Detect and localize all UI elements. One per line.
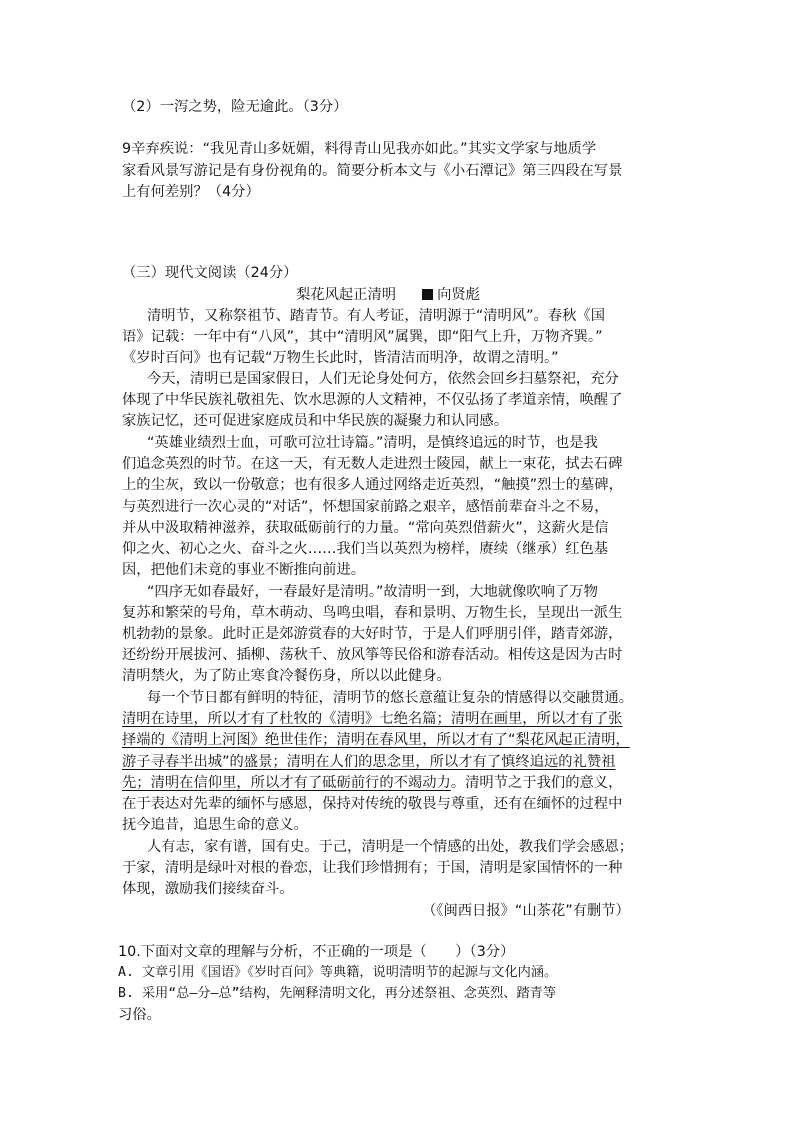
p4-line: 还纷纷开展拔河、插柳、荡秋千、放风筝等民俗和游春活动。相传这是因为古时: [122, 647, 623, 663]
p3-line: 与英烈进行一次心灵的“对话”，怀想国家前路之艰辛，感悟前辈奋斗之不易，: [122, 499, 609, 515]
p2-line: 体现了中华民族礼敬祖先、饮水思源的人文精神，不仅弘扬了孝道亲情，唤醒了: [122, 392, 623, 408]
p5-underlined-line: 清明在诗里，所以才有了杜牧的《清明》七绝名篇；清明在画里，所以才有了张: [122, 711, 623, 727]
q10-option-b-line: B. 采用“总—分—总”结构，先阐释清明文化，再分述祭祖、念英烈、踏青等: [118, 986, 557, 1001]
q8-item-2: （2）一泻之势，险无逾此。（3分）: [122, 99, 348, 115]
p4-line: 机勃勃的景象。此时正是郊游赏春的大好时节，于是人们呼朋引伴，踏青郊游，: [122, 626, 623, 642]
p4-line: “四序无如春最好，一春最好是清明。”故清明一到，大地就像吹响了万物: [147, 584, 598, 600]
p5-line: 抚今追昔，追思生命的意义。: [122, 817, 308, 833]
p1-line: 语》记载：一年中有“八风”，其中“清明风”属巽，即“阳气上升，万物齐巽。”: [122, 329, 603, 345]
p4-line: 复苏和繁荣的号角，草木萌动、鸟鸣虫唱，春和景明、万物生长，呈现出一派生: [122, 605, 623, 621]
p3-line: “英雄业绩烈士血，可歌可泣壮诗篇。”清明，是慎终追远的时节，也是我: [147, 435, 598, 451]
p3-line: 并从中汲取精神滋养，获取砥砺前行的力量。“常向英烈借薪火”，这薪火是信: [122, 520, 609, 536]
p6-line: 体现，激励我们接续奋斗。: [122, 881, 294, 897]
article-title-line: [296, 285, 480, 305]
article-author: 向贤彪: [437, 287, 480, 303]
p5-underlined-line: 游子寻春半出城”的盛景；清明在人们的思念里，所以才有了慎终追远的礼赞祖: [122, 754, 616, 770]
p1-line: 《岁时百问》也有记载“万物生长此时，皆清洁而明净，故谓之清明。”: [122, 350, 559, 366]
p5-mixed-line: [122, 773, 622, 793]
p3-line: 上的尘灰，致以一份敬意；也有很多人通过网络走近英烈，“触摸”烈士的墓碑，: [122, 477, 623, 493]
q10-stem: 10.下面对文章的理解与分析，不正确的一项是（ ）（3分）: [118, 944, 515, 960]
p3-line: 仰之火、初心之火、奋斗之火……我们当以英烈为榜样，赓续（继承）红色基: [122, 541, 609, 557]
p5-underlined-line: 择端的《清明上河图》绝世佳作；清明在春风里，所以才有了“梨花风起正清明，: [122, 732, 630, 748]
p6-line: 人有志，家有谱，国有史。于己，清明是一个情感的出处，教我们学会感恩；: [147, 839, 634, 855]
q10-option-a: A. 文章引用《国语》《岁时百问》等典籍，说明清明节的起源与文化内涵。: [118, 965, 558, 980]
q10-option-b-line: 习俗。: [118, 1007, 161, 1023]
p5-line: 每一个节日都有鲜明的特征，清明节的悠长意蕴让复杂的情感得以交融贯通。: [147, 690, 634, 706]
p3-line: 因，把他们未竟的事业不断推向前进。: [122, 562, 366, 578]
q9-line-1: 9辛弃疾说：“我见青山多妩媚，料得青山见我亦如此。”其实文学家与地质学: [122, 141, 597, 157]
p2-line: 今天，清明已是国家假日，人们无论身处何方，依然会回乡扫墓祭祀，充分: [147, 371, 619, 387]
p5-plain-segment: 。清明节之于我们的意义，: [450, 775, 623, 791]
section-heading: （三）现代文阅读（24分）: [122, 265, 298, 281]
p1-line: 清明节，又称祭祖节、踏青节。有人考证，清明源于“清明风”。春秋《国: [147, 308, 606, 324]
p5-underlined-segment: 先；清明在信仰里，所以才有了砥砺前行的不竭动力: [122, 775, 451, 791]
article-title: 梨花风起正清明: [296, 287, 397, 303]
q9-line-3: 上有何差别？（4分）: [122, 184, 260, 200]
p3-line: 们追念英烈的时节。在这一天，有无数人走进烈士陵园，献上一束花，拭去石碑: [122, 456, 623, 472]
p2-line: 家族记忆，还可促进家庭成员和中华民族的凝聚力和认同感。: [122, 413, 509, 429]
square-bullet-icon: [422, 289, 433, 300]
article-source: （《闽西日报》“山茶花”有删节）: [422, 903, 630, 919]
p6-line: 于家，清明是绿叶对根的眷恋，让我们珍惜拥有；于国，清明是家国情怀的一种: [122, 860, 623, 876]
q9-line-2: 家看风景写游记是有身份视角的。简要分析本文与《小石潭记》第三四段在写景: [122, 163, 623, 179]
p5-line: 在于表达对先辈的缅怀与感恩，保持对传统的敬畏与尊重，还有在缅怀的过程中: [122, 796, 623, 812]
p4-line: 清明禁火，为了防止寒食冷餐伤身，所以以此健身。: [122, 668, 451, 684]
